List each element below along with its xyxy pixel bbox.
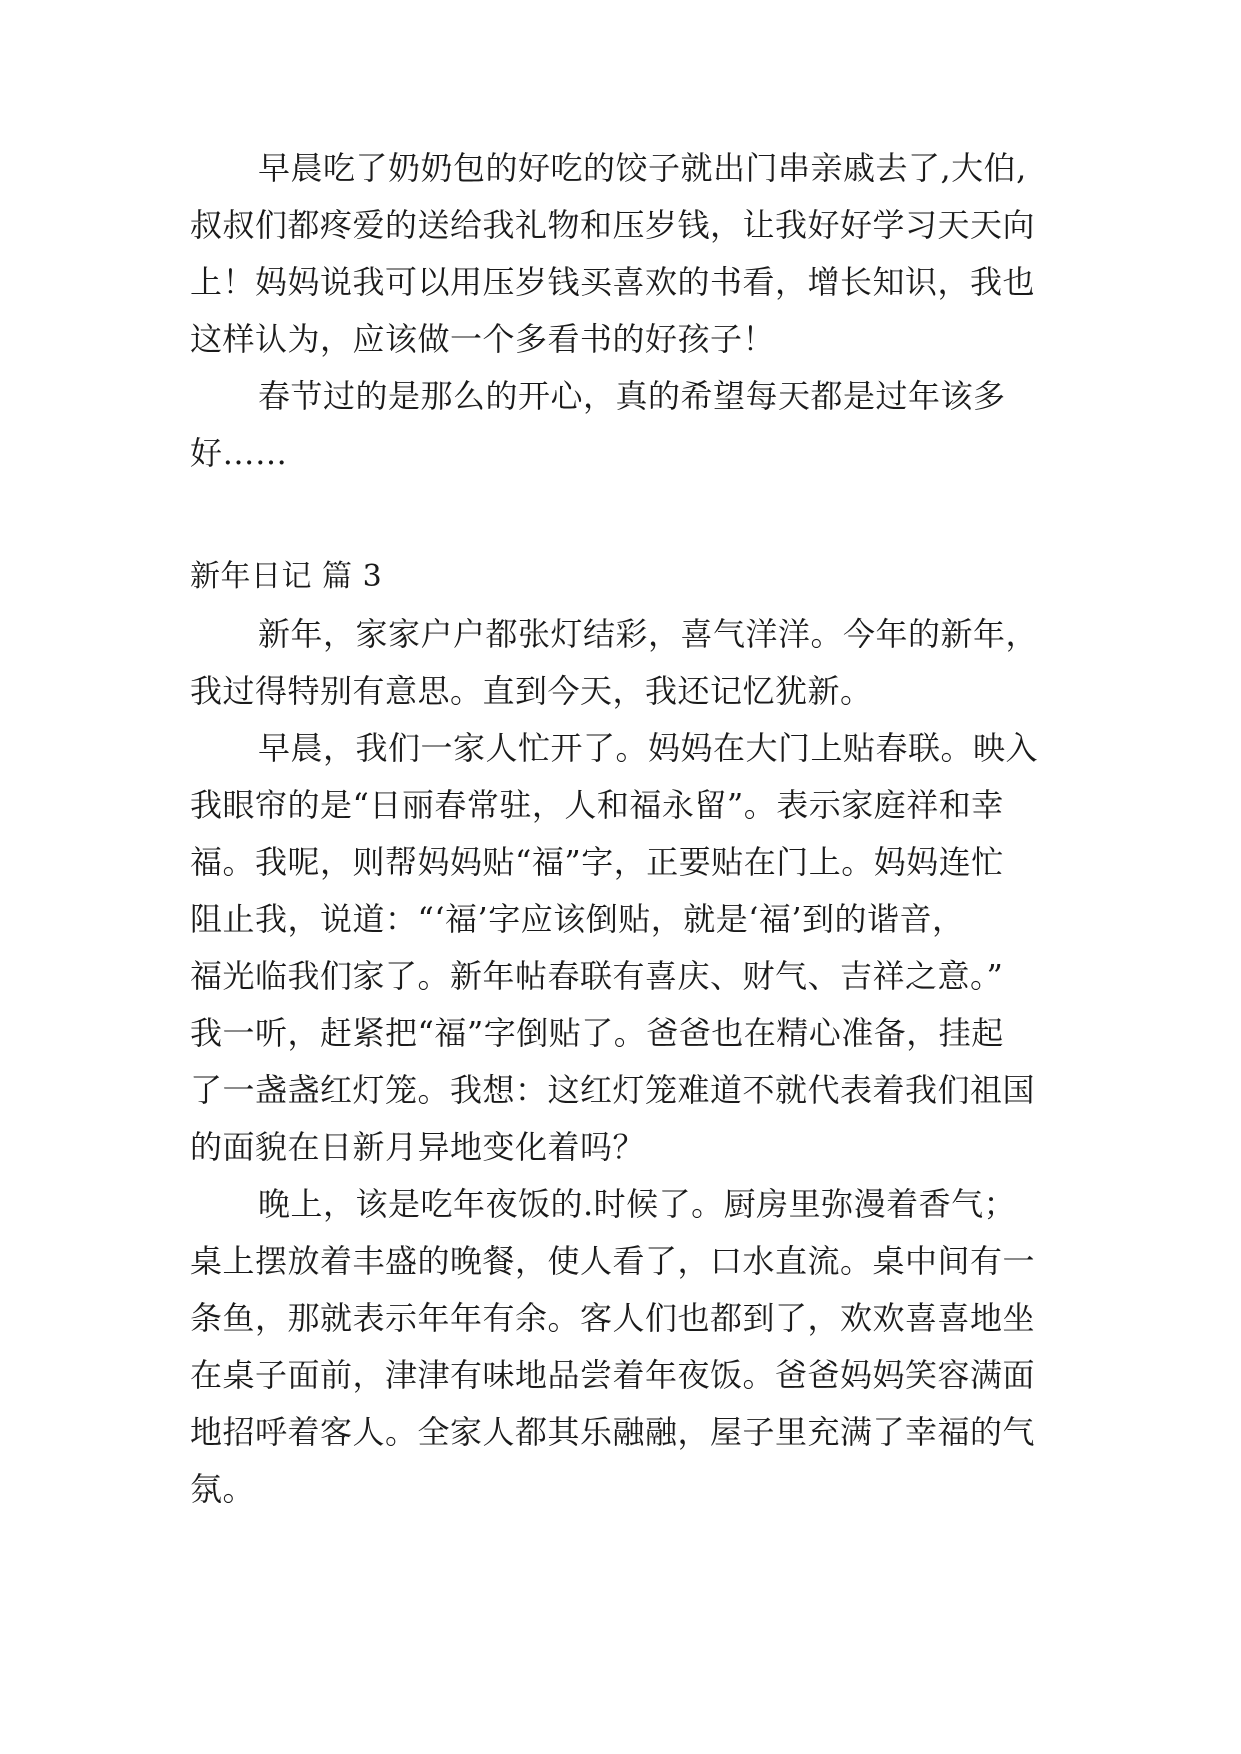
text-line: 氛。 xyxy=(190,1470,256,1508)
text-line: 在桌子面前，津津有味地品尝着年夜饭。爸爸妈妈笑容满面 xyxy=(190,1356,1036,1394)
text-line: 晚上，该是吃年夜饭的.时候了。厨房里弥漫着香气； xyxy=(258,1185,1017,1223)
section-title: 新年日记 篇 3 xyxy=(190,559,383,594)
text-line: 条鱼，那就表示年年有余。客人们也都到了，欢欢喜喜地坐 xyxy=(190,1299,1036,1337)
text-line: 我一听，赶紧把“福”字倒贴了。爸爸也在精心准备，挂起 xyxy=(190,1014,1004,1052)
text-line: 我过得特别有意思。直到今天，我还记忆犹新。 xyxy=(190,672,873,710)
text-line: 早晨，我们一家人忙开了。妈妈在大门上贴春联。映入 xyxy=(258,729,1039,767)
text-line: 的面貌在日新月异地变化着吗？ xyxy=(190,1128,646,1166)
text-line: 早晨吃了奶奶包的好吃的饺子就出门串亲戚去了,大伯, xyxy=(258,149,1027,187)
text-line: 春节过的是那么的开心，真的希望每天都是过年该多 xyxy=(258,377,1006,415)
text-line: 阻止我，说道：“‘福’字应该倒贴，就是‘福’到的谐音， xyxy=(190,900,965,938)
text-line: 这样认为，应该做一个多看书的好孩子！ xyxy=(190,320,776,358)
text-line: 上！妈妈说我可以用压岁钱买喜欢的书看，增长知识，我也 xyxy=(190,263,1036,301)
text-line: 叔叔们都疼爱的送给我礼物和压岁钱，让我好好学习天天向 xyxy=(190,206,1036,244)
text-line: 桌上摆放着丰盛的晚餐，使人看了，口水直流。桌中间有一 xyxy=(190,1242,1036,1280)
text-line: 我眼帘的是“日丽春常驻，人和福永留”。表示家庭祥和幸 xyxy=(190,786,1004,824)
text-line: 新年，家家户户都张灯结彩，喜气洋洋。今年的新年， xyxy=(258,615,1039,653)
text-line: 好…… xyxy=(190,434,288,472)
text-line: 福。我呢，则帮妈妈贴“福”字，正要贴在门上。妈妈连忙 xyxy=(190,843,1004,881)
text-line: 地招呼着客人。全家人都其乐融融，屋子里充满了幸福的气 xyxy=(190,1413,1036,1451)
text-line: 福光临我们家了。新年帖春联有喜庆、财气、吉祥之意。” xyxy=(190,957,1004,995)
text-line: 了一盏盏红灯笼。我想：这红灯笼难道不就代表着我们祖国 xyxy=(190,1071,1036,1109)
